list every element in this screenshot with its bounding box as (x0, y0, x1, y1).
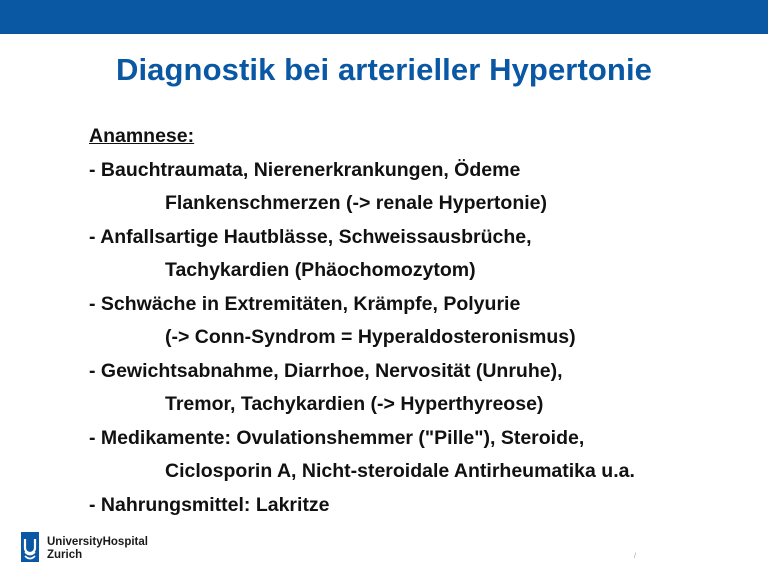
bullet-continuation: (-> Conn-Syndrom = Hyperaldosteronismus) (165, 326, 576, 348)
bullet-continuation: Tachykardien (Phäochomozytom) (165, 259, 476, 281)
bullet-item: - Gewichtsabnahme, Diarrhoe, Nervosität (Unruhe), (89, 359, 563, 382)
bullet-item: - Medikamente: Ovulationshemmer ("Pille"), Steroide, (89, 426, 585, 449)
slide-title: Diagnostik bei arterieller Hypertonie (115, 52, 653, 87)
slide-content (89, 120, 749, 522)
bullet-item: - Bauchtraumata, Nierenerkrankungen, Ödeme (89, 158, 521, 181)
bullet-continuation: Ciclosporin A, Nicht-steroidale Antirheumatika u.a. (165, 460, 635, 482)
top-banner (0, 0, 768, 34)
bullet-item: - Anfallsartige Hautblässe, Schweissausbrüche, (89, 225, 532, 248)
bullet-continuation: Tremor, Tachykardien (-> Hyperthyreose) (165, 393, 544, 415)
bullet-item: - Nahrungsmittel: Lakritze (89, 493, 330, 516)
bullet-item: - Schwäche in Extremitäten, Krämpfe, Polyurie (89, 292, 521, 315)
bullet-continuation: Flankenschmerzen (-> renale Hypertonie) (165, 192, 547, 214)
logo-text-line1: UniversityHospital (47, 536, 148, 548)
page-number: / (634, 553, 636, 560)
hospital-logo-icon (21, 532, 39, 562)
section-heading: Anamnese: (89, 125, 195, 147)
logo-text-line2: Zurich (47, 549, 83, 561)
